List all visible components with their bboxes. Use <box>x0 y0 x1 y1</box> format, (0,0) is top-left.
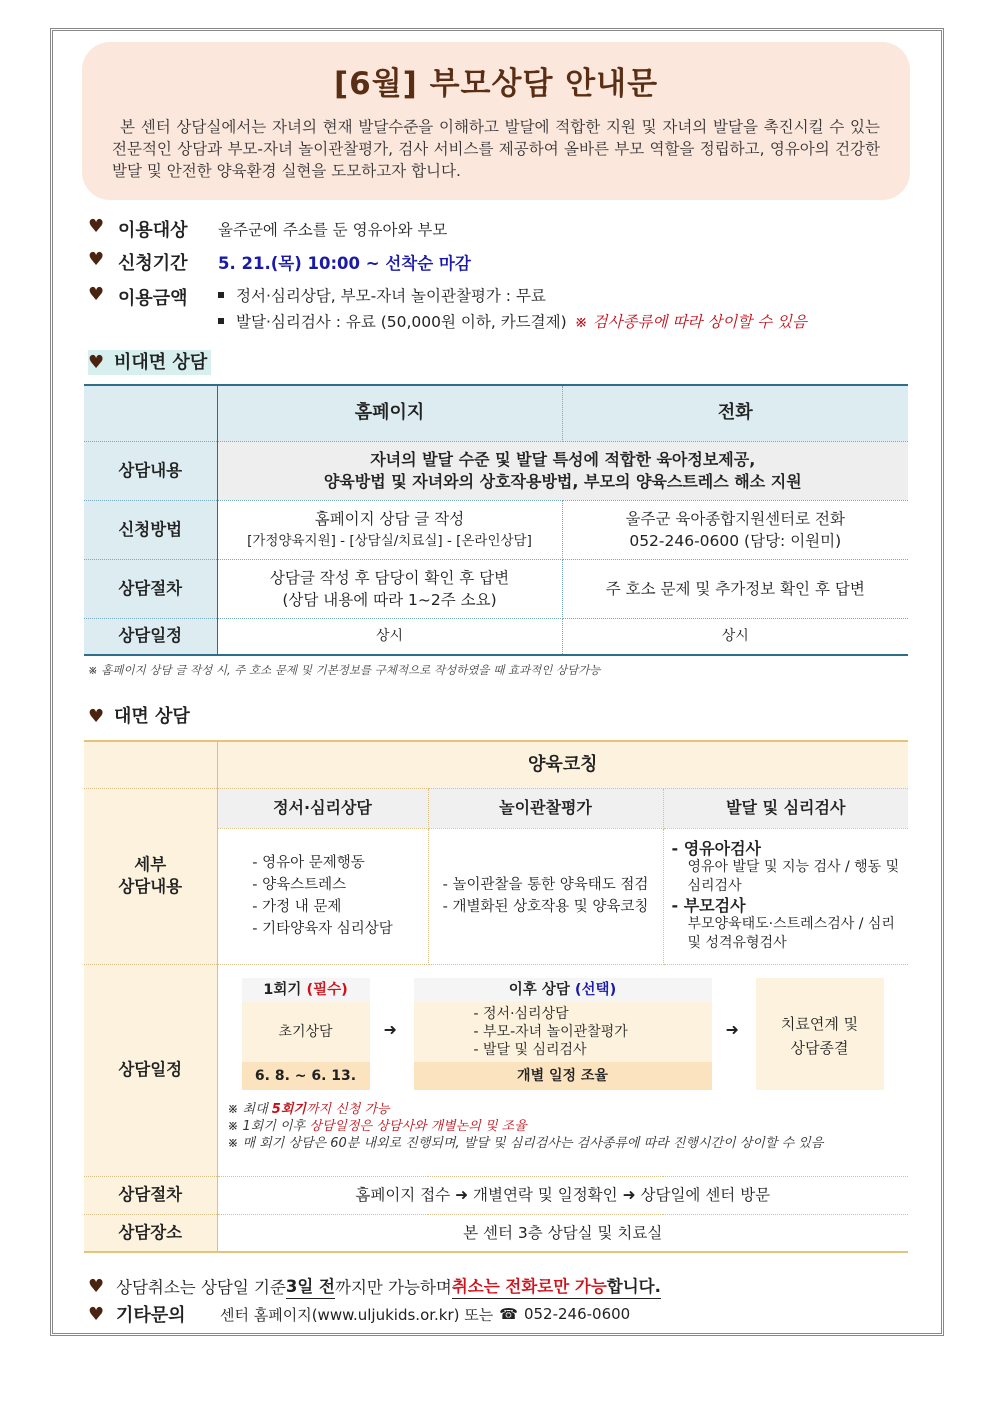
procedure-cell: 홈페이지 접수 ➜ 개별연락 및 일정확인 ➜ 상담일에 센터 방문 <box>217 1176 908 1214</box>
contact-value: 센터 홈페이지(www.uljukids.or.kr) 또는 <box>220 1305 494 1324</box>
list-item: - 양육스트레스 <box>252 874 393 896</box>
proc-phone-cell: 주 호소 문제 및 추가정보 확인 후 답변 <box>562 559 908 618</box>
fee-list <box>218 282 807 334</box>
fee-note: ※ 검사종류에 따라 상이할 수 있음 <box>574 313 807 331</box>
remote-note: ※ 홈페이지 상담 글 작성 시, 주 호소 문제 및 기본정보를 구체적으로 작성하였을 때 효과적인 상담가능 <box>88 663 601 677</box>
heart-icon: ♥ <box>88 216 105 237</box>
row-label-content: 상담내용 <box>84 441 217 500</box>
schedule-notes <box>218 1099 909 1156</box>
square-bullet-icon <box>218 318 224 324</box>
heart-icon: ♥ <box>88 1303 105 1325</box>
flow2-list <box>414 1002 712 1062</box>
arrow-icon: ➜ <box>455 1186 469 1204</box>
info-fee-row <box>88 284 807 334</box>
remote-section-title: ♥ 비대면 상담 <box>88 348 211 374</box>
coaching-header: 양육코칭 <box>217 741 908 788</box>
row-label-place: 상담장소 <box>84 1214 217 1252</box>
heart-icon: ♥ <box>88 352 105 373</box>
fee-label: 이용금액 <box>118 288 188 309</box>
emotion-list <box>252 852 393 940</box>
sched-phone-cell: 상시 <box>562 618 908 655</box>
schedule-note: ※ 매 회기 상담은 60분 내외로 진행되며, 발달 및 심리검사는 검사종류에 따라 진행시간이 상이할 수 있음 <box>227 1135 824 1151</box>
remote-table <box>84 384 908 656</box>
row-label-schedule: 상담일정 <box>84 618 217 655</box>
corner-cell <box>84 385 217 441</box>
info-period-row <box>88 249 471 275</box>
row-label-procedure: 상담절차 <box>84 559 217 618</box>
square-bullet-icon <box>218 292 224 298</box>
flow-step-3: 치료연계 및 상담종결 <box>756 978 884 1090</box>
heart-icon: ♥ <box>88 284 105 305</box>
list-item: - 기타양육자 심리상담 <box>252 918 393 940</box>
list-item: - 영유아 문제행동 <box>252 852 393 874</box>
arrow-icon: ➜ <box>725 1019 739 1039</box>
title-banner <box>82 42 910 200</box>
sub-header-emotion: 정서·심리상담 <box>217 788 428 828</box>
schedule-flow <box>218 965 909 1099</box>
arrow-icon: ➜ <box>383 1019 397 1039</box>
intro-text: 본 센터 상담실에서는 자녀의 현재 발달수준을 이해하고 발달에 적합한 지원 및 자녀의 발달을 촉진시킬 수 있는 전문적인 상담과 부모-자녀 놀이관찰평가, 검사 서비스를 제공하여 올바른 부모 역할을 정립하고, 영유아의 건강한 발달 및 안전한 양육환경 실현을 도모하고자 합니다. <box>112 118 880 180</box>
target-value: 울주군에 주소를 둔 영유아와 부모 <box>218 221 448 239</box>
fee-item: 발달·심리검사 : 유료 (50,000원 이하, 카드결제) ※ 검사종류에 따라 상이할 수 있음 <box>218 308 807 334</box>
content-cell: 자녀의 발달 수준 및 발달 특성에 적합한 육아정보제공, 양육방법 및 자녀와의 상호작용방법, 부모의 양육스트레스 해소 지원 <box>217 441 908 500</box>
inperson-table <box>84 740 908 1253</box>
schedule-note: ※ 1회기 이후 상담일정은 상담사와 개별논의 및 조율 <box>227 1118 527 1134</box>
phone-icon: ☎ <box>499 1305 518 1323</box>
row-label-detail: 세부 상담내용 <box>84 788 217 964</box>
dev-parent-desc: 부모양육태도·스트레스검사 / 심리 및 성격유형검사 <box>687 916 895 951</box>
proc-home-cell: 상담글 작성 후 담당이 확인 후 답변 (상담 내용에 따라 1~2주 소요) <box>217 559 562 618</box>
row-label-method: 신청방법 <box>84 500 217 559</box>
contact-phone: 052-246-0600 <box>523 1305 631 1323</box>
period-value: 5. 21.(목) 10:00 ~ 선착순 마감 <box>218 254 471 273</box>
dev-child-title: - 영유아검사 <box>671 839 761 858</box>
play-cell <box>428 828 663 964</box>
play-list <box>443 874 649 918</box>
page-title: [6월] 부모상담 안내문 <box>333 66 659 102</box>
contact-label: 기타문의 <box>116 1305 186 1326</box>
row-label-procedure: 상담절차 <box>84 1176 217 1214</box>
heart-icon: ♥ <box>88 249 105 270</box>
dev-parent-title: - 부모검사 <box>671 896 746 915</box>
emotion-cell <box>217 828 428 964</box>
col-header-phone: 전화 <box>562 385 908 441</box>
method-home-cell: 홈페이지 상담 글 작성 [가정양육지원] - [상담실/치료실] - [온라인상담] <box>217 500 562 559</box>
list-item: - 놀이관찰을 통한 양육태도 점검 <box>443 874 649 896</box>
list-item: - 정서·심리상담 <box>474 1005 712 1023</box>
schedule-cell <box>217 964 908 1176</box>
list-item: - 개별화된 상호작용 및 양육코칭 <box>443 896 649 918</box>
row-label-schedule: 상담일정 <box>84 964 217 1176</box>
method-phone-cell: 울주군 육아종합지원센터로 전화 052-246-0600 (담당: 이원미) <box>562 500 908 559</box>
place-cell: 본 센터 3층 상담실 및 치료실 <box>217 1214 908 1252</box>
cancel-notice: ♥ 상담취소는 상담일 기준 3일 전 까지만 가능하며 취소는 전화로만 가능 합니다. <box>88 1273 661 1299</box>
arrow-icon: ➜ <box>622 1186 636 1204</box>
sub-header-dev: 발달 및 심리검사 <box>663 788 908 828</box>
heart-icon: ♥ <box>88 1275 105 1297</box>
dev-child-desc: 영유아 발달 및 지능 검사 / 행동 및 심리검사 <box>687 859 900 894</box>
sub-header-play: 놀이관찰평가 <box>428 788 663 828</box>
corner-cell <box>84 741 217 788</box>
heart-icon: ♥ <box>88 706 105 727</box>
info-target-row <box>88 216 447 242</box>
inperson-section-title: ♥ 대면 상담 <box>88 706 190 727</box>
contact-row <box>88 1301 630 1327</box>
col-header-home: 홈페이지 <box>217 385 562 441</box>
list-item: - 부모-자녀 놀이관찰평가 <box>474 1023 712 1041</box>
fee-item: 정서·심리상담, 부모-자녀 놀이관찰평가 : 무료 <box>218 282 807 308</box>
sched-home-cell: 상시 <box>217 618 562 655</box>
schedule-note: ※ 최대 5회기까지 신청 가능 <box>227 1101 390 1117</box>
list-item: - 발달 및 심리검사 <box>474 1041 712 1059</box>
period-label: 신청기간 <box>118 253 188 274</box>
dev-cell <box>663 828 908 964</box>
target-label: 이용대상 <box>118 220 188 241</box>
list-item: - 가정 내 문제 <box>252 896 393 918</box>
flow-step-2: 이후 상담 (선택) - 정서·심리상담 - 부모-자녀 놀이관찰평가 - 발달 및 심리검사 개별 일정 조율 <box>414 978 712 1090</box>
flow-step-1: 1회기 (필수) 초기상담 6. 8. ~ 6. 13. <box>242 978 370 1090</box>
